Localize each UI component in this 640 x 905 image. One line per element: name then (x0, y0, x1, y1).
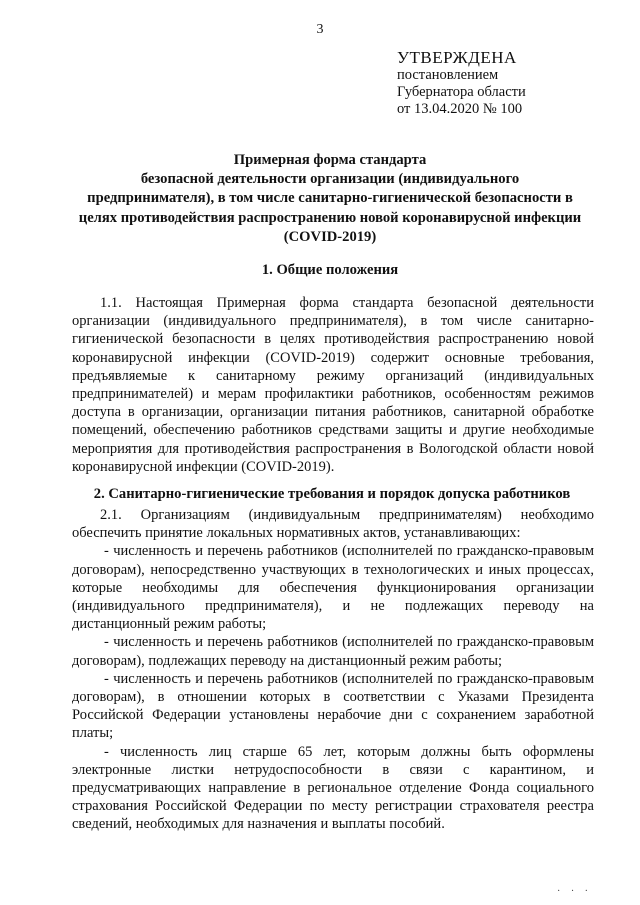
title-line: целях противодействия распространению новой коронавирусной инфекции (78, 209, 582, 226)
list-item: - численность лиц старше 65 лет, которым должны быть оформлены электронные листки нетрудоспособности в связи с карантином, и предусматривающих направление в региональное отделение Фонда социального страхования Российской Федерации по месту регистрации страхователя реестра сведений, необходимых для назначения и выплаты пособий. (72, 743, 594, 833)
approval-block (397, 48, 526, 118)
title-line: Примерная форма стандарта (233, 152, 427, 168)
paragraph-2-1: 2.1. Организациям (индивидуальным предпринимателям) необходимо обеспечить принятие локальных нормативных актов, устанавливающих: (72, 507, 594, 542)
scan-marks: · · · (557, 886, 592, 897)
title-line: (COVID-2019) (283, 228, 377, 245)
list-item: - численность и перечень работников (исполнителей по гражданско-правовым договорам), непосредственно участвующих в технологических и иных процессах, которые необходимы для обеспечения функционирования организации (индивидуального предпринимателя), и не подлежащих переводу на дистанционный режим работы; (72, 543, 594, 633)
page-number: 3 (316, 22, 324, 37)
approval-heading: УТВЕРЖДЕНА (397, 48, 517, 67)
approval-line: Губернатора области (397, 84, 526, 100)
title-line: предпринимателя), в том числе санитарно-гигиенической безопасности в (87, 190, 573, 207)
title-line: безопасной деятельности организации (индивидуального (140, 171, 520, 188)
approval-line: постановлением (397, 67, 499, 83)
section-2-heading: 2. Санитарно-гигиенические требования и порядок допуска работников (93, 486, 571, 502)
section-2-body (72, 506, 594, 834)
paragraph-1-1: 1.1. Настоящая Примерная форма стандарта безопасной деятельности организации (индивидуального предпринимателя), в том числе санитарно-гигиенической безопасности в целях противодействия распространению новой коронавирусной инфекции (COVID-2019) содержит основные требования, предъявляемые к санитарному режиму организаций (индивидуальных предпринимателей) и мерам профилактики работников, особенностям режимов доступа в организации, организации питания работников, санитарной обработке помещений, обеспечению работников средствами защиты и другие необходимые мероприятия для противодействия распространения в Вологодской области новой коронавирусной инфекции (COVID-2019). (72, 295, 594, 475)
list-item: - численность и перечень работников (исполнителей по гражданско-правовым договорам), подлежащих переводу на дистанционный режим работы; (72, 634, 594, 669)
section-1-body (72, 294, 594, 476)
section-1-heading: 1. Общие положения (261, 262, 399, 278)
document-title (60, 151, 600, 247)
list-item: - численность и перечень работников (исполнителей по гражданско-правовым договорам), в отношении которых в соответствии с Указами Президента Российской Федерации установлены нерабочие дни с сохранением заработной платы; (72, 670, 594, 742)
approval-date: от 13.04.2020 № 100 (397, 101, 523, 117)
